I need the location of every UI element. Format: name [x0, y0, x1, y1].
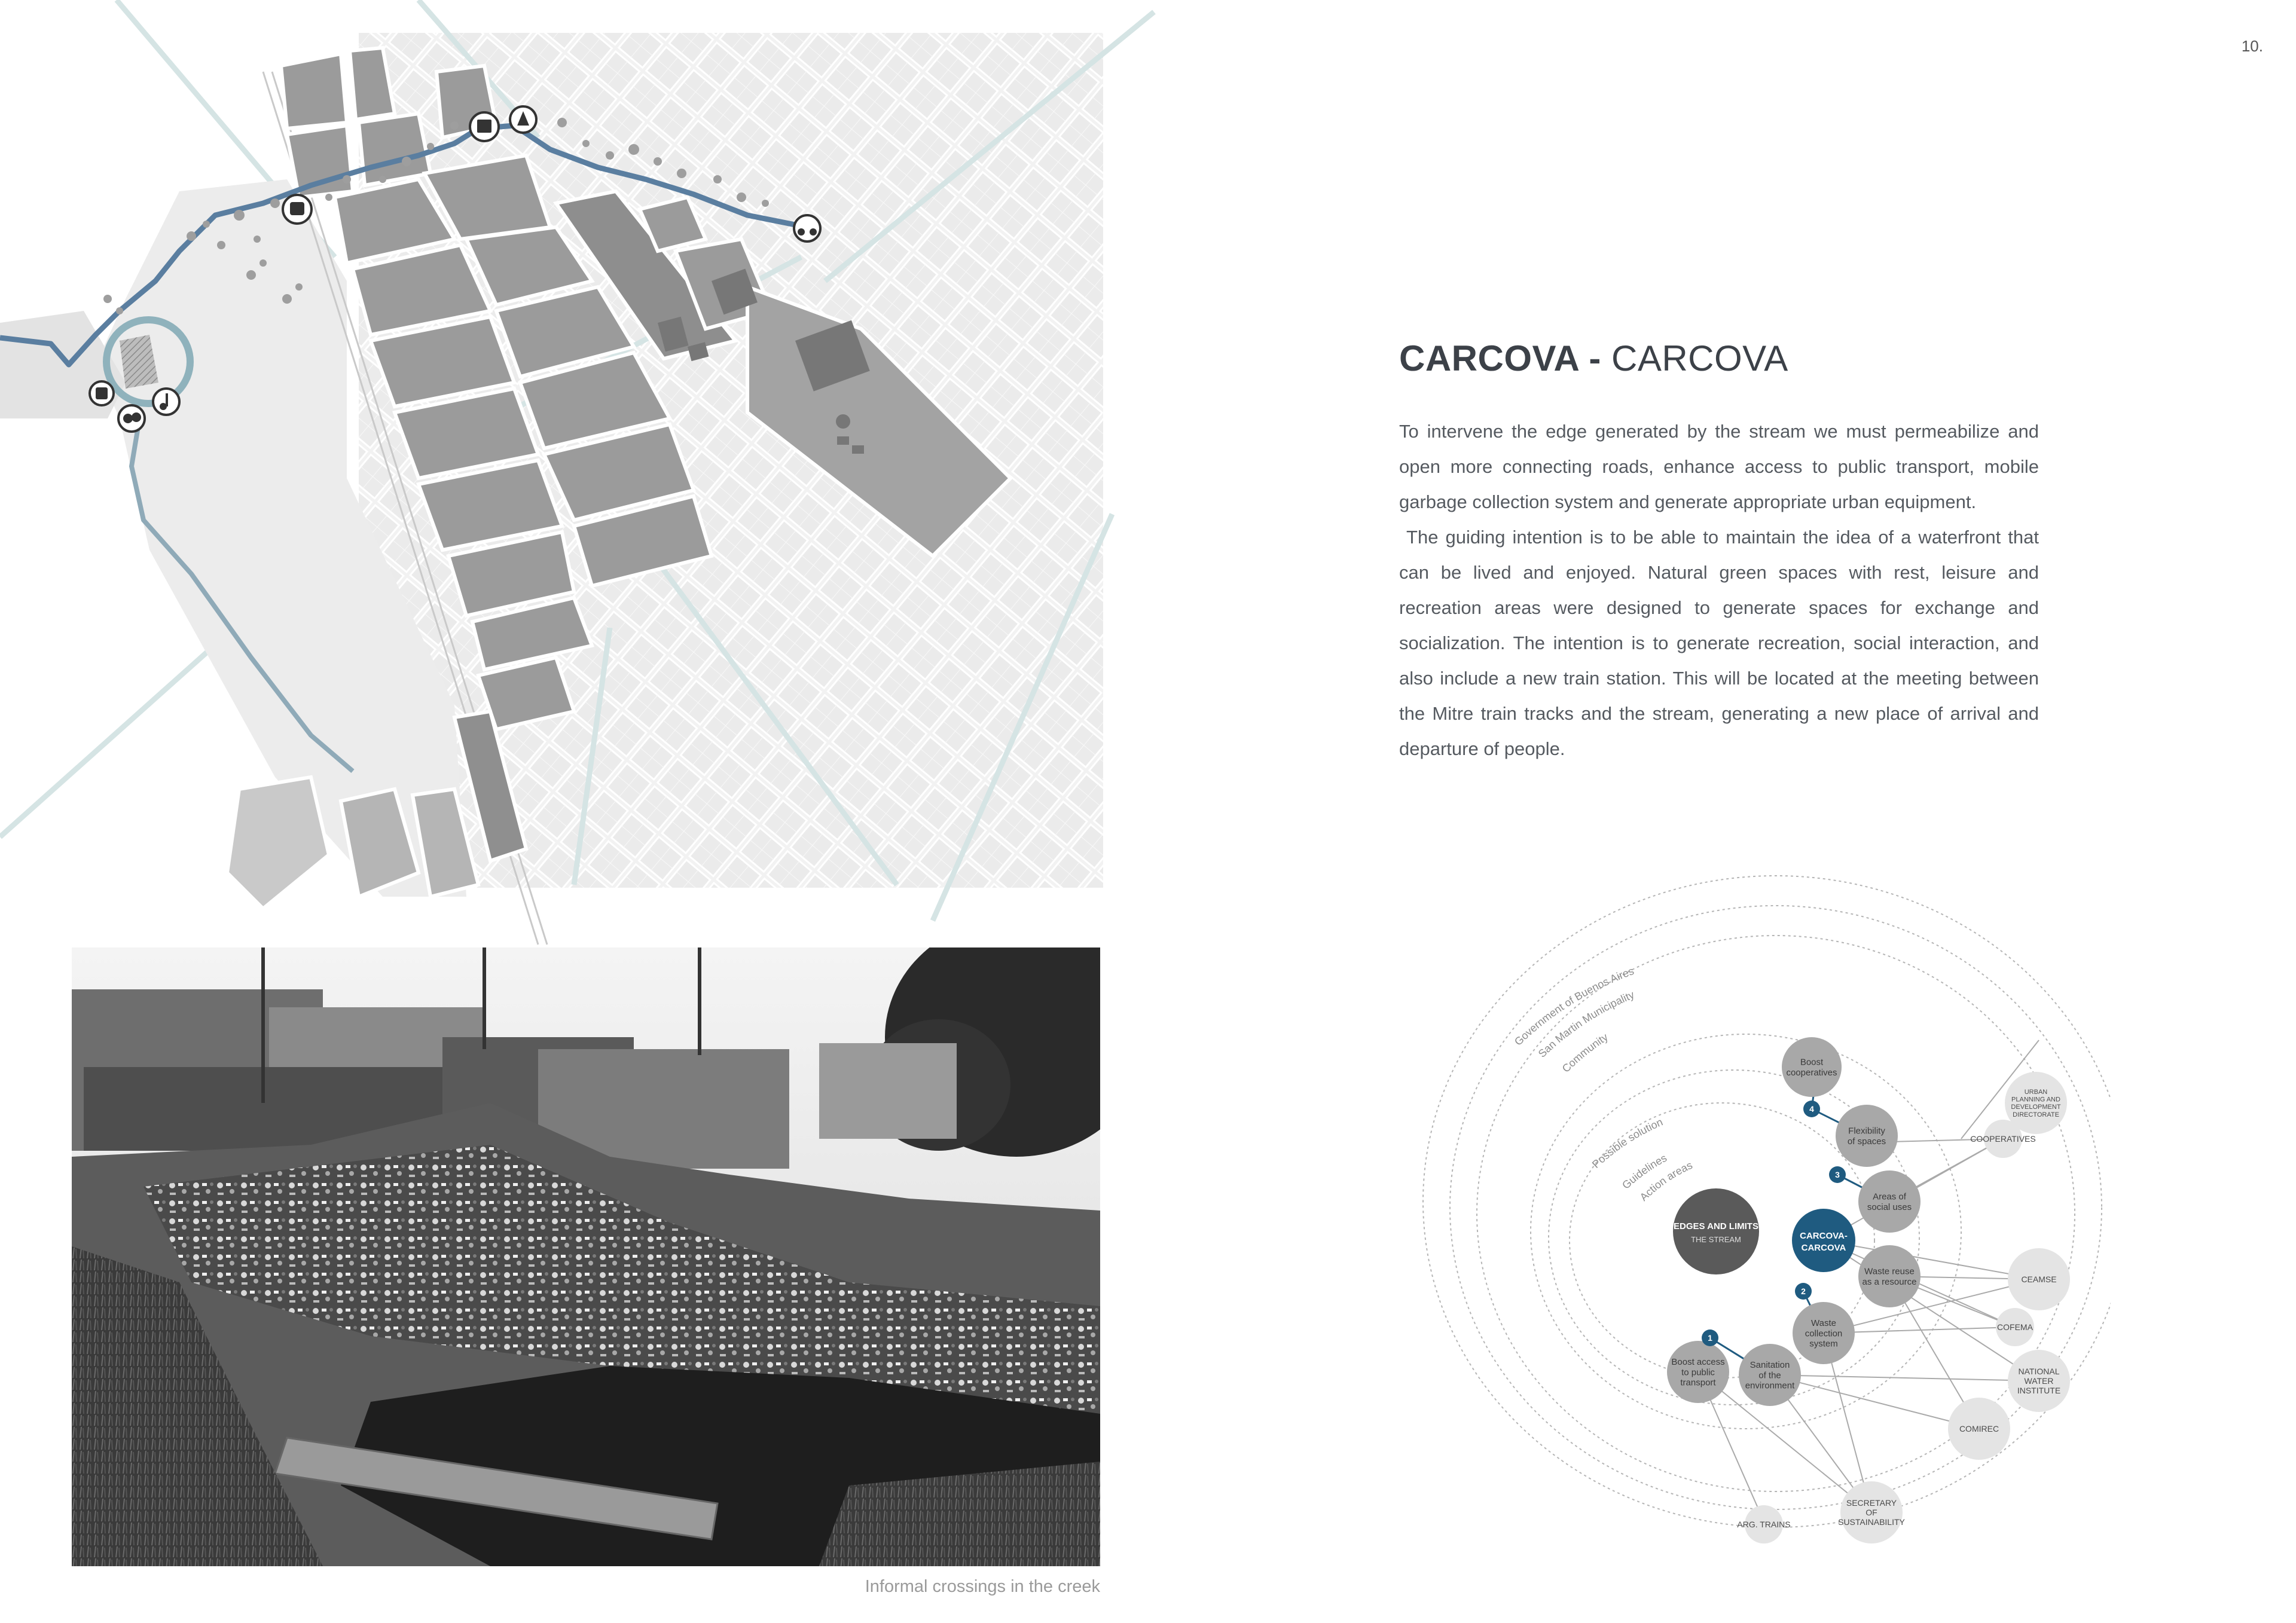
marker-label: 4 [1809, 1104, 1814, 1114]
action-node-label: cooperatives [1786, 1067, 1837, 1078]
action-node-label: as a resource [1862, 1276, 1917, 1287]
building [819, 1043, 957, 1139]
action-node-label: of the [1758, 1370, 1781, 1381]
actor-node-label: COFEMA [1997, 1322, 2033, 1332]
ring-label-action-areas: Action areas [1637, 1159, 1694, 1203]
core-label-line1: EDGES AND LIMITS [1674, 1221, 1758, 1231]
marker-label: 2 [1801, 1286, 1806, 1296]
core-circle [1673, 1188, 1759, 1274]
actor-node-label: COMIREC [1959, 1423, 1999, 1434]
actor-node-label: DIRECTORATE [2013, 1111, 2059, 1118]
ring-label-municipality: San Martin Municipality [1535, 988, 1636, 1060]
action-node-label: system [1809, 1338, 1838, 1349]
ring-label-community: Community [1559, 1031, 1610, 1075]
actor-node-label: SUSTAINABILITY [1838, 1517, 1905, 1527]
actor-circles [1737, 1072, 2070, 1543]
page-title [1399, 338, 1788, 379]
actor-node-label: PLANNING AND [2011, 1096, 2060, 1104]
core-label-line2: THE STREAM [1691, 1235, 1741, 1244]
action-node-label: Boost [1800, 1057, 1824, 1068]
action-node-label: Boost access [1671, 1357, 1725, 1367]
action-node-label: social uses [1867, 1202, 1912, 1212]
paragraph: The guiding intention is to be able to maintain the idea of a waterfront that can be lived and enjoyed. Natural green spaces with rest, leisure and recreation areas were designed to generate spaces for exchange and socialization. The intention is to generate recreation, social interaction, and also include a new train station. This will be located at the meeting between the Mitre train tracks and the stream, generating a new place of arrival and departure of people. [1399, 527, 2039, 759]
ring-label-government: Government of Buenos Aires [1512, 964, 1636, 1048]
ring-label-possible-solution: Possible solution [1589, 1115, 1665, 1170]
action-node-label: Waste reuse [1864, 1266, 1915, 1277]
action-node-label: Areas of [1873, 1191, 1906, 1202]
marker-label: 1 [1708, 1333, 1712, 1343]
actor-node-label: ARG. TRAINS [1737, 1519, 1791, 1529]
center-label-line1: CARCOVA- [1800, 1231, 1848, 1241]
creek-photo [72, 947, 1100, 1566]
title-regular: CARCOVA [1601, 338, 1788, 378]
body-text [1399, 414, 2039, 766]
action-node-label: collection [1805, 1328, 1843, 1339]
actor-node-label: OF [1866, 1507, 1877, 1517]
marker-label: 3 [1835, 1170, 1840, 1179]
actors-diagram [1363, 849, 2111, 1566]
center-label-line2: CARCOVA [1801, 1243, 1846, 1253]
ring-label-guidelines: Guidelines [1620, 1151, 1669, 1191]
photo-caption: Informal crossings in the creek [865, 1577, 1100, 1596]
action-node-label: environment [1745, 1380, 1795, 1391]
bike-icon [794, 215, 820, 242]
paragraph: To intervene the edge generated by the stream we must permeabilize and open more connecting roads, enhance access to public transport, mobile garbage collection system and generate appropriate urban equipment. [1399, 421, 2039, 512]
action-node-label: of spaces [1847, 1136, 1886, 1147]
title-bold: CARCOVA - [1399, 338, 1601, 378]
actor-node-label: CEAMSE [2021, 1274, 2057, 1284]
actor-node-label: INSTITUTE [2017, 1386, 2061, 1395]
page-number: 10. [2241, 37, 2263, 55]
action-node-label: Waste [1811, 1318, 1836, 1328]
actor-node-label: SECRETARY [1846, 1497, 1897, 1508]
action-node-label: Flexibility [1848, 1126, 1885, 1136]
actor-node-label: DEVELOPMENT [2011, 1104, 2061, 1111]
action-node-label: to public [1681, 1367, 1715, 1378]
site-map [0, 0, 1172, 950]
actor-node-label: NATIONAL [2018, 1366, 2060, 1376]
actor-node-label: WATER [2024, 1376, 2054, 1386]
action-node-label: transport [1680, 1377, 1716, 1388]
actor-node-label: URBAN [2024, 1088, 2048, 1096]
action-node-label: Sanitation [1750, 1360, 1790, 1370]
actor-node-label: COOPERATIVES [1970, 1133, 2036, 1144]
